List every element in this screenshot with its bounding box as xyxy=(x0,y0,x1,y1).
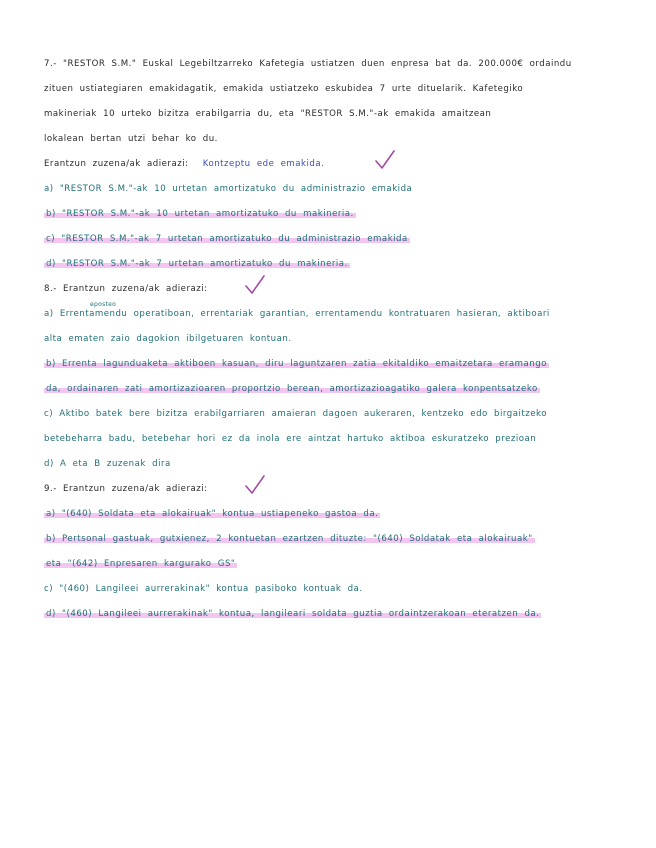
q9-option-d-row xyxy=(44,608,626,621)
checkmark-icon xyxy=(374,149,396,171)
q7-intro-line-4: lokalean bertan utzi behar ko du. xyxy=(44,134,218,144)
checkmark-icon xyxy=(244,474,266,496)
q7-option-c: c) "RESTOR S.M."-ak 7 urtetan amortizatuko du administrazio emakida xyxy=(46,234,408,244)
q7-side-note: Kontzeptu ede emakida. xyxy=(202,159,325,169)
q8-option-b-line-1-row xyxy=(44,358,626,371)
q9-option-c: c) "(460) Langileei aurrerakinak" kontua pasiboko kontuak da. xyxy=(44,584,363,594)
q9-prompt-line xyxy=(44,483,626,496)
q8-option-c-line-1: c) Aktibo batek bere bizitza erabilgarriaren amaieran dagoen aukeraren, kentzeko edo birgaitzeko xyxy=(44,409,547,419)
q7-option-a: a) "RESTOR S.M."-ak 10 urtetan amortizatuko du administrazio emakida xyxy=(44,184,413,194)
q8-option-b-line-2: da, ordainaren zati amortizazioaren proportzio berean, amortizazioagatiko galera konpentsatzeko xyxy=(46,384,538,394)
q8-option-a-line-1: a) Errentamendu operatiboan, errentariak garantian, errentamendu kontratuaren hasieran, aktiboari xyxy=(44,309,550,319)
q9-option-b-line-1: b) Pertsonal gastuak, gutxienez, 2 kontuetan ezartzen dituzte: "(640) Soldatak eta alokairuak" xyxy=(46,534,533,544)
q7-option-d-row xyxy=(44,258,626,271)
q8-prompt: 8.- Erantzun zuzena/ak adierazi: xyxy=(44,284,208,294)
q8-option-a-line-1-row xyxy=(44,301,626,321)
q8-option-d: d) A eta B zuzenak dira xyxy=(44,459,171,469)
q9-option-b-line-1-row xyxy=(44,533,626,546)
q8-option-a-line-2: alta ematen zaio dagokion ibilgetuaren kontuan. xyxy=(44,334,292,344)
q9-option-d: d) "(460) Langileei aurrerakinak" kontua, langileari soldata guztia ordaintzerakoan eteratzen da. xyxy=(46,609,540,619)
q8-option-b-line-1: b) Errenta lagunduaketa aktiboen kasuan, diru laguntzaren zatia ekitaldiko emaitzetara eramango xyxy=(46,359,547,369)
q9-option-b-line-2-row xyxy=(44,558,626,571)
q8-option-b-line-2-row xyxy=(44,383,626,396)
q7-prompt-line xyxy=(44,158,626,171)
q8-option-c-line-2: betebeharra badu, betebehar hori ez da inola ere aintzat hartuko aktiboa eskuratzeko prezioan xyxy=(44,434,537,444)
q7-option-b: b) "RESTOR S.M."-ak 10 urtetan amortizatuko du makineria. xyxy=(46,209,354,219)
q9-prompt: 9.- Erantzun zuzena/ak adierazi: xyxy=(44,484,208,494)
checkmark-icon xyxy=(244,274,266,296)
q9-option-a: a) "(640) Soldata eta alokairuak" kontua ustiapeneko gastoa da. xyxy=(46,509,379,519)
q7-intro-line-1: 7.- "RESTOR S.M." Euskal Legebiltzarreko Kafetegia ustiatzen duen enpresa bat da. 200.000€ ordaindu xyxy=(44,59,572,69)
q9-option-a-row xyxy=(44,508,626,521)
q9-option-b-line-2: eta "(642) Enpresaren kargurako GS" xyxy=(46,559,236,569)
q8-prompt-line xyxy=(44,283,626,296)
q8-annotation: eposteo xyxy=(90,301,117,308)
q7-intro-line-2: zituen ustiategiaren emakidagatik, emakida ustiatzeko eskubidea 7 urte dituelarik. Kafetegiko xyxy=(44,84,524,94)
q7-option-c-row xyxy=(44,233,626,246)
q7-prompt: Erantzun zuzena/ak adierazi: xyxy=(44,159,189,169)
q7-option-b-row xyxy=(44,208,626,221)
q7-option-d: d) "RESTOR S.M."-ak 7 urtetan amortizatuko du makineria. xyxy=(46,259,348,269)
q7-intro-line-3: makineriak 10 urteko bizitza erabilgarria du, eta "RESTOR S.M."-ak emakida amaitzean xyxy=(44,109,492,119)
